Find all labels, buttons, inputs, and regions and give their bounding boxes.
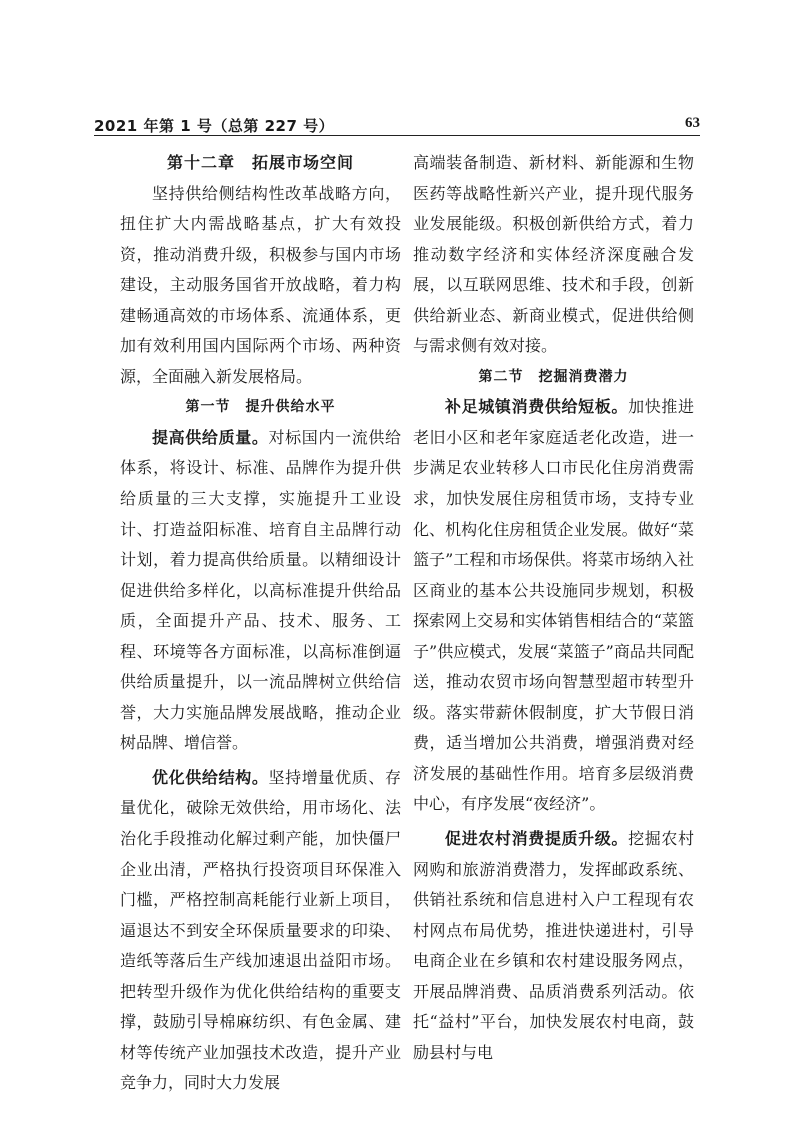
page-number: 63 bbox=[685, 115, 700, 131]
paragraph-body: 坚持增量优质、存量优化，破除无效供给，用市场化、法治化手段推动化解过剩产能，加快僵尸企业出清，严格执行投资项目环保准入门槛，严格控制高耗能行业新上项目，逼退达不到安全环保质量要求的印染、造纸等落后生产线加速退出益阳市场。把转型升级作为优化供给结构的重要支撑，鼓励引导棉麻纺织、有色金属、建材等传统产业加强技术改造，提升产业竞争力，同时大力发展 bbox=[120, 767, 401, 1093]
paragraph-lead: 补足城镇消费供给短板。 bbox=[445, 397, 629, 417]
chapter-intro: 坚持供给侧结构性改革战略方向，扭住扩大内需战略基点，扩大有效投资，推动消费升级，积极参与国内市场建设，主动服务国省开放战略，着力构建畅通高效的市场体系、流通体系，更加有效利用国内国际两个市场、两种资源，全面融入新发展格局。 bbox=[120, 183, 401, 386]
section-title-1: 第一节 提升供给水平 bbox=[185, 399, 336, 416]
paragraph-supply-structure bbox=[120, 763, 401, 1099]
running-header bbox=[94, 113, 700, 137]
section-title-2: 第二节 挖掘消费潜力 bbox=[478, 368, 629, 385]
paragraph-urban-consumption bbox=[413, 392, 694, 820]
paragraph-lead: 促进农村消费提质升级。 bbox=[445, 829, 629, 849]
right-column bbox=[413, 148, 694, 1068]
paragraph-supply-quality bbox=[120, 423, 401, 759]
paragraph-lead: 优化供给结构。 bbox=[152, 767, 269, 787]
header-rule bbox=[94, 135, 700, 136]
paragraph-continuation: 高端装备制造、新材料、新能源和生物医药等战略性新兴产业，提升现代服务业发展能级。积极创新供给方式，着力推动数字经济和实体经济深度融合发展，以互联网思维、技术和手段，创新供给新业态、新商业模式，促进供给侧与需求侧有效对接。 bbox=[413, 153, 694, 356]
issue-label: 2021 年第 1 号（总第 227 号） bbox=[94, 117, 335, 135]
paragraph-lead: 提高供给质量。 bbox=[152, 427, 269, 447]
paragraph-rural-consumption bbox=[413, 824, 694, 1068]
left-column bbox=[120, 148, 401, 1099]
paragraph-body: 挖掘农村网购和旅游消费潜力，发挥邮政系统、供销社系统和信息进村入户工程现有农村网点布局优势，推进快递进村，引导电商企业在乡镇和农村建设服务网点，开展品牌消费、品质消费系列活动。依托“益村”平台，加快发展农村电商，鼓励县村与电 bbox=[413, 829, 694, 1062]
paragraph-body: 对标国内一流供给体系，将设计、标准、品牌作为提升供给质量的三大支撑，实施提升工业设计、打造益阳标准、培育自主品牌行动计划，着力提高供给质量。以精细设计促进供给多样化，以高标准提升供给品质，全面提升产品、技术、服务、工程、环境等各方面标准，以高标准倒逼供给质量提升，以一流品牌树立供给信誉，大力实施品牌发展战略，推动企业树品牌、增信誉。 bbox=[120, 427, 401, 753]
chapter-title: 第十二章 拓展市场空间 bbox=[166, 153, 354, 172]
paragraph-body: 加快推进老旧小区和老年家庭适老化改造，进一步满足农业转移人口市民化住房消费需求，加快发展住房租赁市场，支持专业化、机构化住房租赁企业发展。做好“菜篮子”工程和市场保供。将菜市场纳入社区商业的基本公共设施同步规划，积极探索网上交易和实体销售相结合的“菜篮子”供应模式，发展“菜篮子”商品共同配送，推动农贸市场向智慧型超市转型升级。落实带薪休假制度，扩大节假日消费，适当增加公共消费，增强消费对经济发展的基础性作用。培育多层级消费中心，有序发展“夜经济”。 bbox=[413, 397, 694, 814]
